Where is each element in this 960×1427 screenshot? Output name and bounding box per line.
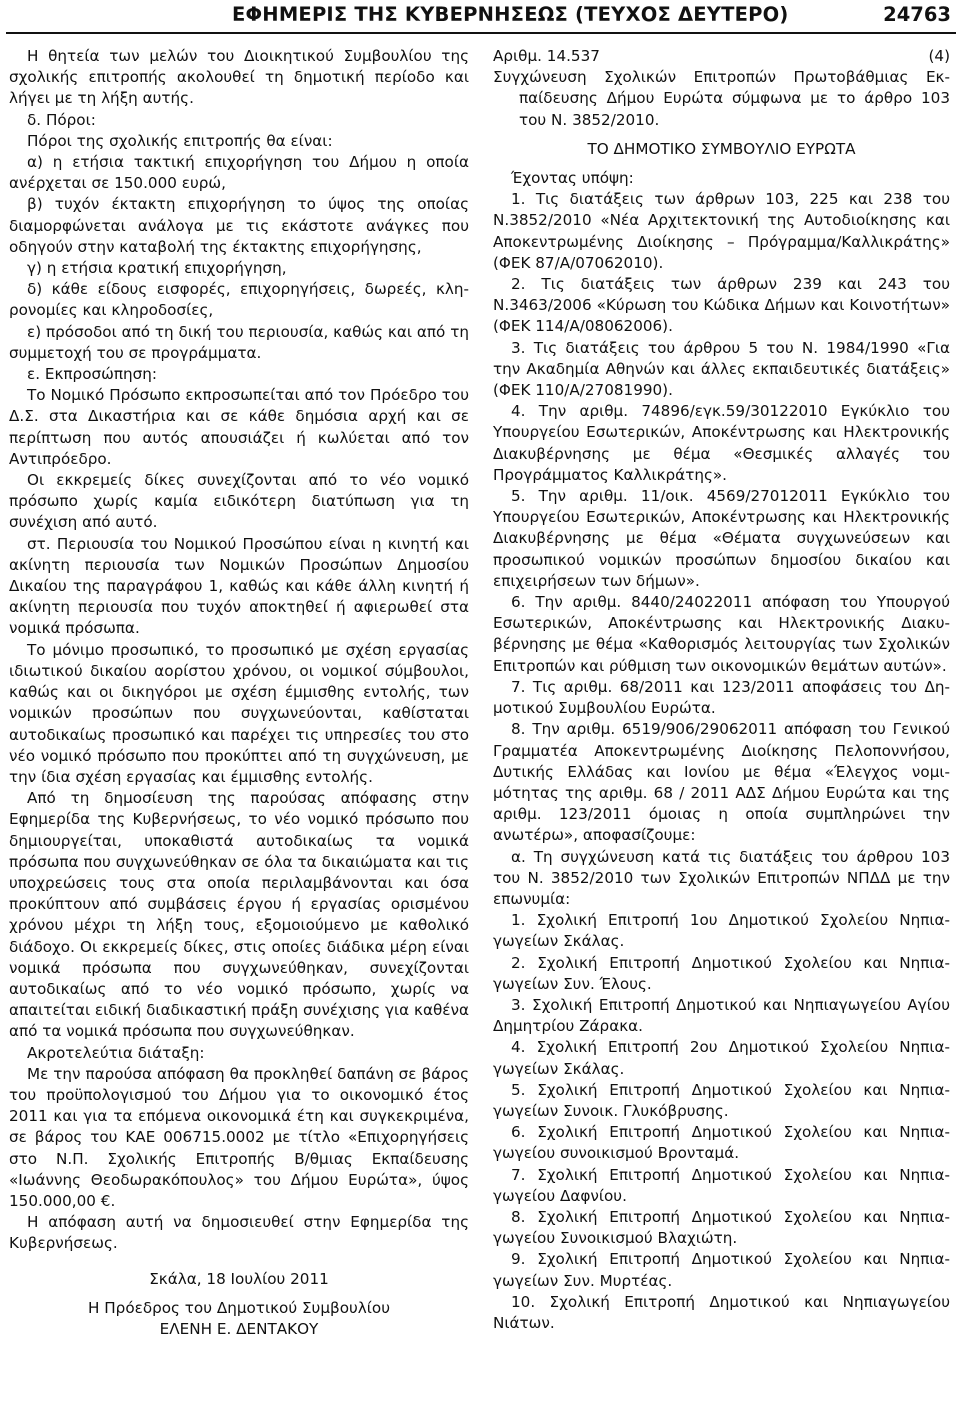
committee-item: 1. Σχολική Επιτροπή 1ου Δημοτικού Σχολείου Νηπιαγωγείων Σκάλας. — [493, 911, 950, 951]
paragraph: Το Νομικό Πρόσωπο εκπροσωπείται από τον Πρόεδρο του Δ.Σ. στα Δικαστήρια και σε κάθε δημόσια αρχή και σε περίπτωση που αυτός απουσιάζει ή κωλύεται από τον Αντιπρόεδρο. — [9, 386, 469, 468]
decision-title: Συγχώνευση Σχολικών Επιτροπών Πρωτοβάθμιας Εκπαίδευσης Δήμου Ευρώτα σύμφωνα με το άρθρο 103 του Ν. 3852/2010. — [493, 68, 950, 129]
page-header — [0, 0, 960, 30]
decision-ref: (4) — [928, 47, 950, 65]
paragraph: Το μόνιμο προσωπικό, το προσωπικό με σχέση εργασίας ιδιωτικού δικαίου αορίστου χρόνου, οι νομικοί σύμβουλοι, καθώς και οι δικηγόροι με σχέση έμμισθης εντολής, των νομικών προσώπων που συγχωνεύονται, καθίσταται αυτοδικαίως προσωπικό και παρέχει τις υπηρεσίες του στο νέο νομικό πρόσωπο που προκύπτει από τη συγχώνευση, με την ίδια σχέση εργασίας και έμμισθης εντολής. — [9, 640, 469, 786]
paragraph: ε) πρόσοδοι από τη δική του περιουσία, καθώς και από τη συμμετοχή του σε προγράμματα. — [9, 322, 469, 362]
section-heading: Ακροτελεύτια διάταξη: — [27, 1043, 205, 1062]
header-rule — [6, 32, 956, 34]
consideration-item: 5. Την αριθμ. 11/οικ. 4569/27012011 Εγκύκλιο του Υπουργείου Εσωτερικών, Αποκέντρωσης και Ηλεκτρονικής Διακυβέρνησης με θέμα «Θέματα συγχωνεύσεων και προσωπικού νομικών προσώπων δημοσίου δικαίου και επιχειρήσεων των δήμων». — [493, 487, 950, 590]
consideration-item: 8. Την αριθμ. 6519/906/29062011 απόφαση του Γενικού Γραμματέα Αποκεντρωμένης Διοίκησης Πελοποννήσου, Δυτικής Ελλάδας και Ιονίου με θέμα «Έλεγχος νομιμότητας της αριθμ. 68 / 2011 ΑΔΣ Δήμου Ευρώτα και της αριθμ. 123/2011 όμοιας η οποία συμπληρώνει την ανωτέρω», αποφασίζουμε: — [493, 720, 950, 845]
council-heading: ΤΟ ΔΗΜΟΤΙΚΟ ΣΥΜΒΟΥΛΙΟ ΕΥΡΩΤΑ — [587, 139, 856, 158]
place-date: Σκάλα, 18 Ιουλίου 2011 — [149, 1269, 329, 1288]
considering-heading: Έχοντας υπόψη: — [511, 169, 634, 188]
section-heading: δ. Πόροι: — [27, 110, 96, 129]
paragraph: Η απόφαση αυτή να δημοσιευθεί στην Εφημερίδα της Κυβερνήσεως. — [9, 1213, 469, 1253]
consideration-item: 3. Τις διατάξεις του άρθρου 5 του Ν. 1984/1990 «Για την Ακαδημία Αθηνών και άλλες εκπαιδευτικές διατάξεις» (ΦΕΚ 110/Α/27081990). — [493, 338, 950, 400]
consideration-item: 7. Τις αριθμ. 68/2011 και 123/2011 αποφάσεις του Δημοτικού Συμβουλίου Ευρώτα. — [493, 677, 950, 718]
signer-name: ΕΛΕΝΗ Ε. ΔΕΝΤΑΚΟΥ — [159, 1319, 319, 1338]
decision-item: α. Τη συγχώνευση κατά τις διατάξεις του άρθρου 103 του Ν. 3852/2010 των Σχολικών Επιτροπών ΝΠΔΔ με την επωνυμία: — [493, 847, 950, 908]
decision-number-row — [493, 46, 950, 67]
consideration-item: 6. Την αριθμ. 8440/24022011 απόφαση του Υπουργού Εσωτερικών, Αποκέντρωσης και Ηλεκτρονικής Διακυβέρνησης με θέμα «Καθορισμός λειτουργίας των Σχολικών Επιτροπών και ρύθμιση των οικονομικών θεμάτων αυτών». — [493, 593, 950, 675]
consideration-item: 2. Τις διατάξεις των άρθρων 239 και 243 του Ν.3463/2006 «Κύρωση του Κώδικα Δήμων και Κοινοτήτων» (ΦΕΚ 114/Α/08062006). — [493, 275, 950, 336]
decision-number: Αριθμ. 14.537 — [493, 47, 600, 65]
signer-role: Η Πρόεδρος του Δημοτικού Συμβουλίου — [88, 1298, 390, 1317]
committee-item: 3. Σχολική Επιτροπή Δημοτικού και Νηπιαγωγείου Αγίου Δημητρίου Ζάρακα. — [493, 995, 950, 1036]
committee-item: 6. Σχολική Επιτροπή Δημοτικού Σχολείου και Νηπιαγωγείου συνοικισμού Βρονταμά. — [493, 1123, 950, 1163]
paragraph: Με την παρούσα απόφαση θα προκληθεί δαπάνη σε βάρος του προϋπολογισμού του Δήμου για το οικονομικό έτος 2011 και για τα επόμενα οικονομικά έτη και συγκεκριμένα, σε βάρος του ΚΑΕ 006715.0002 με τίτλο «Επιχορηγήσεις στο Ν.Π. Σχολικής Επιτροπής Β/θμιας Εκπαίδευσης «Ιωάννης Θεοδωρακόπουλος» του Δήμου Ευρώτα», ύψος 150.000,00 €. — [9, 1064, 469, 1210]
committee-item: 10. Σχολική Επιτροπή Δημοτικού και Νηπιαγωγείου Νιάτων. — [493, 1292, 950, 1332]
consideration-item: 1. Τις διατάξεις των άρθρων 103, 225 και 238 του Ν.3852/2010 «Νέα Αρχιτεκτονική της Αυτοδιοίκησης και Αποκεντρωμένης Διοίκησης – Πρόγραμμα/Καλλικράτης» (ΦΕΚ 87/Α/07062010). — [493, 190, 950, 272]
paragraph: δ) κάθε είδους εισφορές, επιχορηγήσεις, δωρεές, κληρονομίες και κληροδοσίες, — [9, 280, 469, 320]
paragraph: γ) η ετήσια κρατική επιχορήγηση, — [27, 259, 287, 278]
left-column — [9, 46, 469, 1340]
paragraph: β) τυχόν έκτακτη επιχορήγηση το ύψος της οποίας διαμορφώνεται ανάλογα με τις εκάστοτε ανάγκες που οδηγούν στην καταβολή της έκτακτης επιχορήγησης, — [9, 195, 469, 256]
committee-item: 5. Σχολική Επιτροπή Δημοτικού Σχολείου και Νηπιαγωγείων Συνοικ. Γλυκόβρυσης. — [493, 1080, 950, 1120]
paragraph: στ. Περιουσία του Νομικού Προσώπου είναι η κινητή και ακίνητη περιουσία των Νομικών Προσώπων Δημοσίου Δικαίου της παραγράφου 1, καθώς και κάθε άλλη κινητή ή ακίνητη περιουσία που τυχόν αποκτηθεί ή αφιερωθεί στα νομικά πρόσωπα. — [9, 534, 469, 638]
committee-item: 2. Σχολική Επιτροπή Δημοτικού Σχολείου και Νηπιαγωγείων Συν. Έλους. — [493, 953, 950, 993]
page-number: 24763 — [883, 3, 951, 26]
gazette-title: ΕΦΗΜΕΡΙΣ ΤΗΣ ΚΥΒΕΡΝΗΣΕΩΣ (ΤΕΥΧΟΣ ΔΕΥΤΕΡΟ) — [232, 3, 789, 26]
section-heading: ε. Εκπροσώπηση: — [27, 365, 157, 384]
paragraph: Οι εκκρεμείς δίκες συνεχίζονται από το νέο νομικό πρόσωπο χωρίς καμία ειδικότερη διατύπωση για τη συνέχιση από αυτό. — [9, 471, 469, 532]
right-column — [493, 46, 950, 1334]
paragraph: Πόροι της σχολικής επιτροπής θα είναι: — [27, 131, 333, 150]
committee-item: 9. Σχολική Επιτροπή Δημοτικού Σχολείου και Νηπιαγωγείων Συν. Μυρτέας. — [493, 1250, 950, 1290]
committee-item: 7. Σχολική Επιτροπή Δημοτικού Σχολείου και Νηπιαγωγείου Δαφνίου. — [493, 1165, 950, 1205]
paragraph: α) η ετήσια τακτική επιχορήγηση του Δήμου η οποία ανέρχεται σε 150.000 ευρώ, — [9, 153, 469, 193]
paragraph: Η θητεία των μελών του Διοικητικού Συμβουλίου της σχολικής επιτροπής ακολουθεί τη δημοτική περίοδο και λήγει με τη λήξη αυτής. — [9, 47, 469, 108]
committee-item: 4. Σχολική Επιτροπή 2ου Δημοτικού Σχολείου Νηπιαγωγείων Σκάλας. — [493, 1038, 950, 1078]
committee-item: 8. Σχολική Επιτροπή Δημοτικού Σχολείου και Νηπιαγωγείου Συνοικισμού Βλαχιώτη. — [493, 1207, 950, 1248]
paragraph: Από τη δημοσίευση της παρούσας απόφασης στην Εφημερίδα της Κυβερνήσεως, το νέο νομικό πρόσωπο που δημιουργείται, υποκαθιστά αυτοδικαίως τα νομικά πρόσωπα που συγχωνεύθηκαν σε όλα τα δικαιώματα και τις υποχρεώσεις τους στα οποία περιλαμβάνονται και όσα προκύπτουν από συμβάσεις έργου ή εργασίας ορισμένου χρόνου μέχρι τη λήξη τους, εξομοιούμενο με καθολικό διάδοχο. Οι εκκρεμείς δίκες, στις οποίες διάδικα μέρη είναι νομικά πρόσωπα που συγχωνεύθηκαν, συνεχίζονται αυτοδικαίως από το νέο νομικό πρόσωπο, χωρίς να απαιτείται ειδική διαδικαστική πράξη συνέχισης για καθένα από τα νομικά πρόσωπα που συγχωνεύθηκαν. — [9, 789, 469, 1041]
consideration-item: 4. Την αριθμ. 74896/εγκ.59/30122010 Εγκύκλιο του Υπουργείου Εσωτερικών, Αποκέντρωσης και Ηλεκτρονικής Διακυβέρνησης με θέμα «Θεσμικές αλλαγές του Προγράμματος Καλλικράτης». — [493, 402, 950, 484]
